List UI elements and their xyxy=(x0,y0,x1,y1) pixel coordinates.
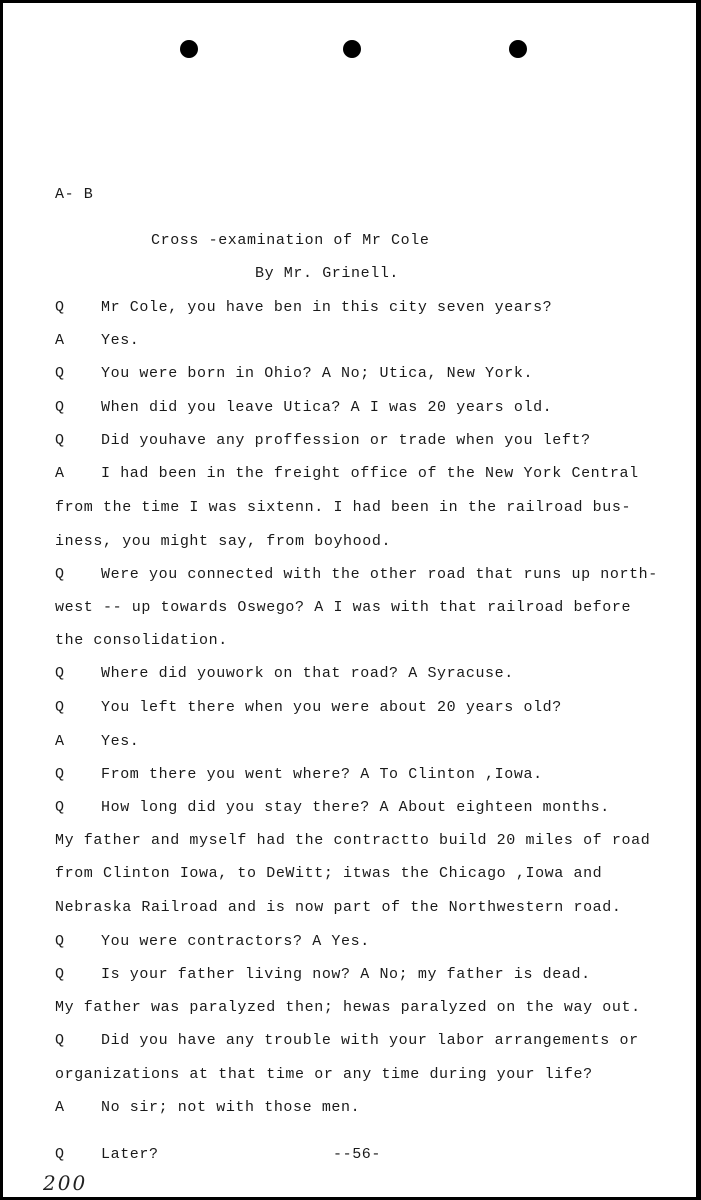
punch-hole-right xyxy=(509,40,527,58)
punch-hole-left xyxy=(180,40,198,58)
page-title: Cross -examination of Mr Cole xyxy=(151,232,430,249)
transcript-line: A Yes. xyxy=(55,332,140,349)
transcript-line: organizations at that time or any time during your life? xyxy=(55,1066,593,1083)
transcript-line: the consolidation. xyxy=(55,632,228,649)
transcript-line: Q Mr Cole, you have ben in this city seven years? xyxy=(55,299,553,316)
transcript-line: from Clinton Iowa, to DeWitt; itwas the Chicago ,Iowa and xyxy=(55,865,603,882)
handwritten-number: 200 xyxy=(43,1171,88,1195)
transcript-line: west -- up towards Oswego? A I was with that railroad before xyxy=(55,599,632,616)
transcript-line: Q Did youhave any proffession or trade when you left? xyxy=(55,432,591,449)
transcript-line: My father and myself had the contractto build 20 miles of road xyxy=(55,832,651,849)
page-number: --56- xyxy=(333,1146,382,1163)
transcript-line: Q How long did you stay there? A About eighteen months. xyxy=(55,799,610,816)
page-subtitle: By Mr. Grinell. xyxy=(255,265,400,282)
transcript-line: Q Is your father living now? A No; my father is dead. xyxy=(55,966,591,983)
transcript-line: Q Where did youwork on that road? A Syracuse. xyxy=(55,665,514,682)
transcript-line: Q You were contractors? A Yes. xyxy=(55,933,370,950)
transcript-page xyxy=(3,3,696,1197)
transcript-line: Q When did you leave Utica? A I was 20 years old. xyxy=(55,399,553,416)
transcript-line: Nebraska Railroad and is now part of the Northwestern road. xyxy=(55,899,622,916)
transcript-line: A No sir; not with those men. xyxy=(55,1099,361,1116)
transcript-line: iness, you might say, from boyhood. xyxy=(55,533,392,550)
transcript-line: Q From there you went where? A To Clinton ,Iowa. xyxy=(55,766,543,783)
transcript-line: Q Later? xyxy=(55,1146,159,1163)
transcript-line: My father was paralyzed then; hewas paralyzed on the way out. xyxy=(55,999,641,1016)
transcript-line: A I had been in the freight office of the New York Central xyxy=(55,465,639,482)
section-reference: A- B xyxy=(55,186,94,203)
transcript-line: from the time I was sixtenn. I had been in the railroad bus- xyxy=(55,499,632,516)
transcript-line: Q Were you connected with the other road that runs up north- xyxy=(55,566,658,583)
transcript-line: Q You were born in Ohio? A No; Utica, New York. xyxy=(55,365,534,382)
transcript-line: A Yes. xyxy=(55,733,140,750)
transcript-line: Q Did you have any trouble with your labor arrangements or xyxy=(55,1032,639,1049)
transcript-line: Q You left there when you were about 20 years old? xyxy=(55,699,562,716)
punch-hole-center xyxy=(343,40,361,58)
